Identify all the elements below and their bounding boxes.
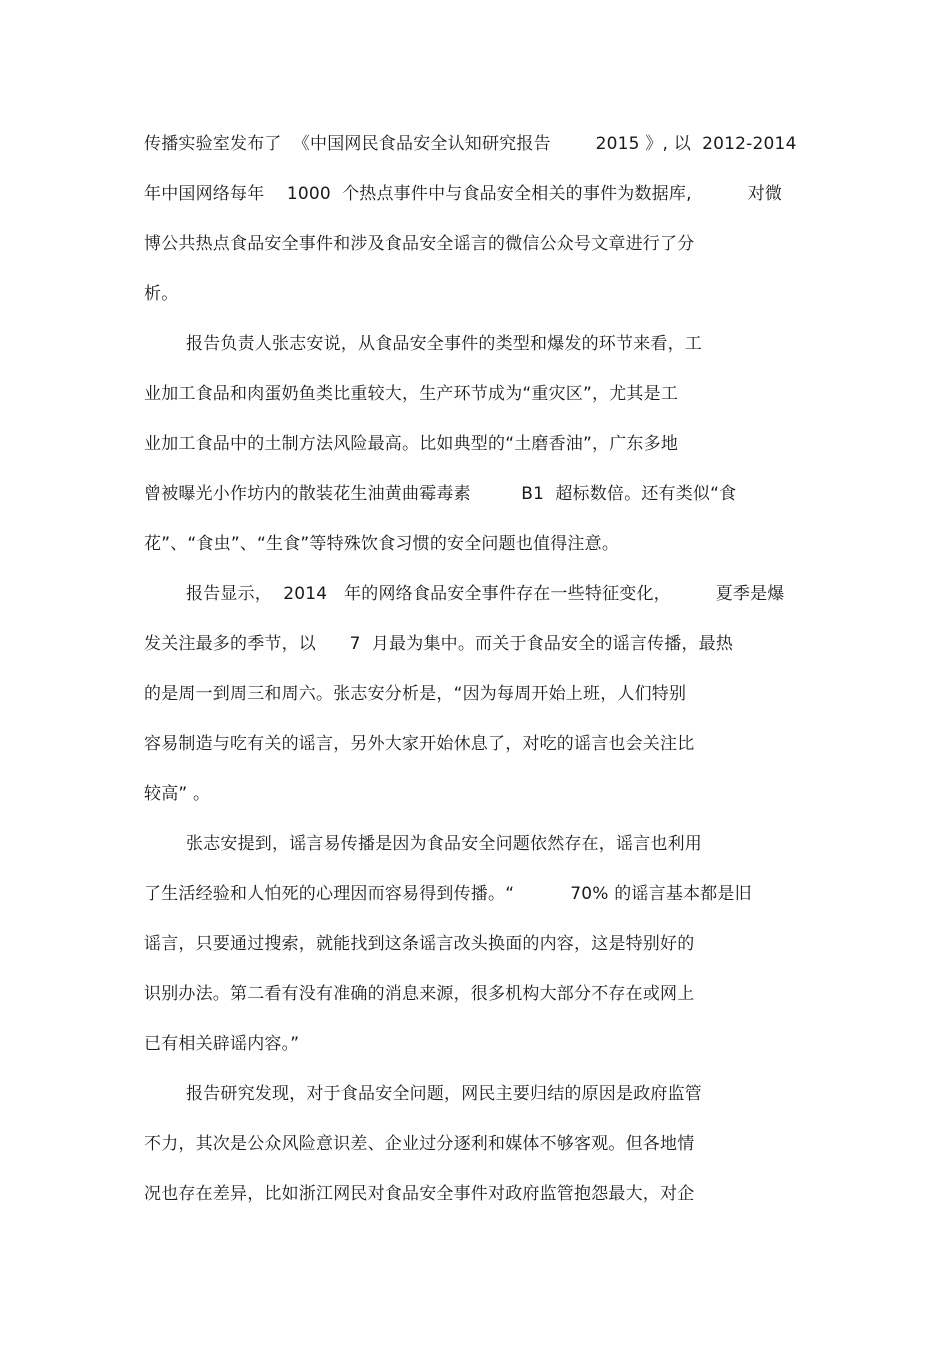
text-line: 容易制造与吃有关的谣言，另外大家开始休息了，对吃的谣言也会关注比 — [144, 734, 695, 754]
text-line: 业加工食品中的土制方法风险最高。比如典型的“土磨香油”，广东多地 — [144, 434, 679, 454]
text-line: 业加工食品和肉蛋奶鱼类比重较大，生产环节成为“重灾区”，尤其是工 — [144, 384, 679, 404]
text-line: 的是周一到周三和周六。张志安分析是，“因为每周开始上班，人们特别 — [144, 684, 687, 704]
text-line: 花”、“食虫”、“生食”等特殊饮食习惯的安全问题也值得注意。 — [144, 534, 620, 554]
text-line: 已有相关辟谣内容。” — [144, 1034, 300, 1054]
text-line: 博公共热点食品安全事件和涉及食品安全谣言的微信公众号文章进行了分 — [144, 234, 695, 254]
paragraph-first-line: 报告显示， 2014 年的网络食品安全事件存在一些特征变化， 夏季是爆 — [186, 584, 785, 604]
paragraph-first-line: 报告负责人张志安说，从食品安全事件的类型和爆发的环节来看，工 — [186, 334, 702, 354]
text-line: 发关注最多的季节，以 7 月最为集中。而关于食品安全的谣言传播，最热 — [144, 634, 734, 654]
text-line: 识别办法。第二看有没有准确的消息来源，很多机构大部分不存在或网上 — [144, 984, 695, 1004]
text-line: 不力，其次是公众风险意识差、企业过分逐利和媒体不够客观。但各地情 — [144, 1134, 695, 1154]
text-line: 谣言，只要通过搜索，就能找到这条谣言改头换面的内容，这是特别好的 — [144, 934, 695, 954]
text-line: 了生活经验和人怕死的心理因而容易得到传播。“ 70% 的谣言基本都是旧 — [144, 884, 752, 904]
text-line: 较高” 。 — [144, 784, 211, 804]
paragraph-first-line: 张志安提到，谣言易传播是因为食品安全问题依然存在，谣言也利用 — [186, 834, 702, 854]
paragraph-first-line: 报告研究发现，对于食品安全问题，网民主要归结的原因是政府监管 — [186, 1084, 702, 1104]
text-line: 传播实验室发布了 《中国网民食品安全认知研究报告 2015 》, 以 2012-2014 — [144, 134, 797, 154]
text-line: 况也存在差异，比如浙江网民对食品安全事件对政府监管抱怨最大，对企 — [144, 1184, 695, 1204]
text-line: 析。 — [144, 284, 179, 304]
text-line: 年中国网络每年 1000 个热点事件中与食品安全相关的事件为数据库, 对微 — [144, 184, 783, 204]
text-line: 曾被曝光小作坊内的散装花生油黄曲霉毒素 B1 超标数倍。还有类似“食 — [144, 484, 737, 504]
